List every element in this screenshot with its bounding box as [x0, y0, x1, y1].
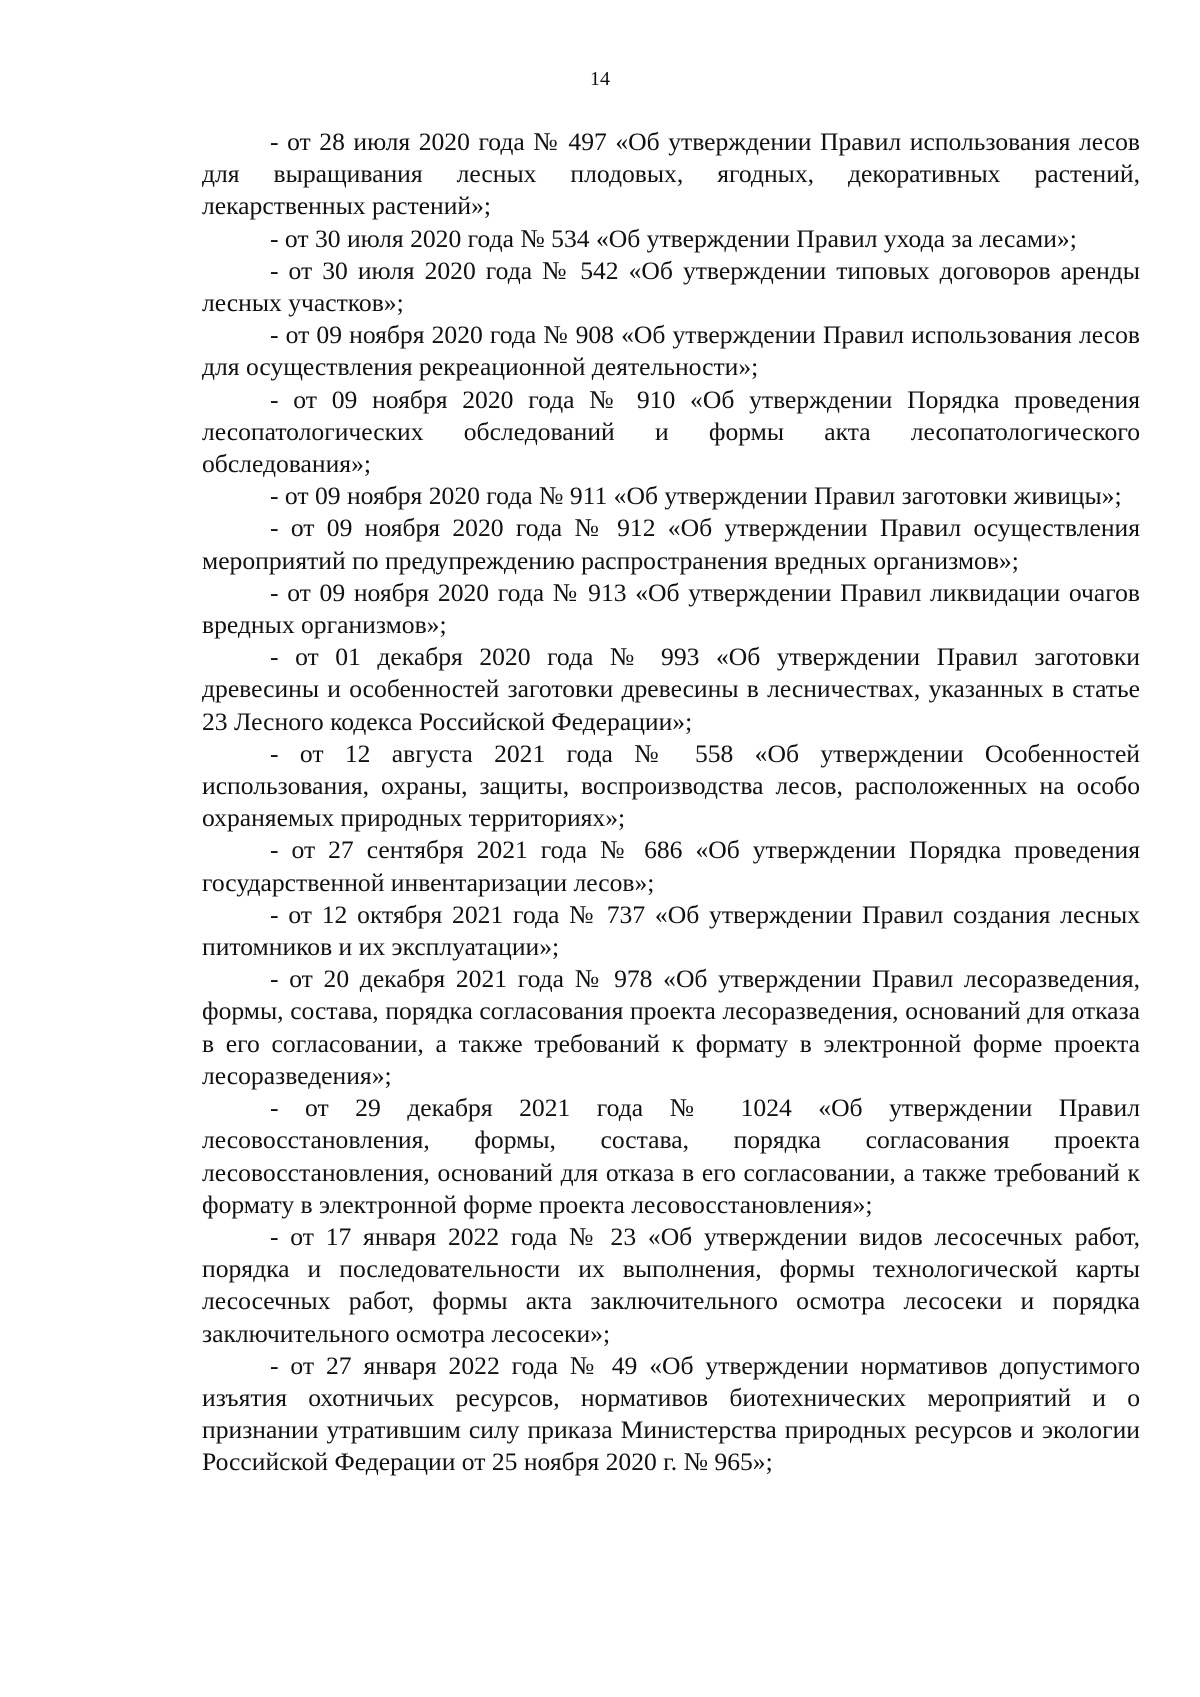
list-item: - от 28 июля 2020 года № 497 «Об утверждении Правил использования лесов для выращивания лесных плодовых, ягодных, декоративных растений, лекарственных растений»; [202, 127, 1140, 221]
list-item: - от 12 октября 2021 года № 737 «Об утверждении Правил создания лесных питомников и их эксплуатации»; [202, 899, 1140, 962]
list-item: - от 29 декабря 2021 года № 1024 «Об утверждении Правил лесовосстановления, формы, состава, порядка согласования проекта лесовосстановления, оснований для отказа в его согласовании, а также требований к формату в электронной форме проекта лесовосстановления»; [202, 1093, 1140, 1219]
list-item: - от 09 ноября 2020 года № 910 «Об утверждении Порядка проведения лесопатологических обследований и формы акта лесопатологического обследования»; [202, 384, 1140, 479]
list-item: - от 01 декабря 2020 года № 993 «Об утверждении Правил заготовки древесины и особенностей заготовки древесины в лесничествах, указанных в статье 23 Лесного кодекса Российской Федерации»; [202, 642, 1140, 736]
list-item: - от 12 августа 2021 года № 558 «Об утверждении Особенностей использования, охраны, защиты, воспроизводства лесов, расположенных на особо охраняемых природных территориях»; [202, 738, 1140, 833]
list-item: - от 30 июля 2020 года № 542 «Об утверждении типовых договоров аренды лесных участков»; [202, 255, 1140, 318]
list-item: - от 30 июля 2020 года № 534 «Об утверждении Правил ухода за лесами»; [270, 223, 1077, 253]
page-number: 14 [590, 68, 610, 90]
list-item: - от 09 ноября 2020 года № 908 «Об утверждении Правил использования лесов для осуществления рекреационной деятельности»; [202, 320, 1140, 382]
list-item: - от 27 января 2022 года № 49 «Об утверждении нормативов допустимого изъятия охотничьих ресурсов, нормативов биотехнических мероприятий и о признании утратившим силу приказа Министерства природных ресурсов и экологии Российской Федерации от 25 ноября 2020 г. № 965»; [202, 1350, 1140, 1477]
list-item: - от 09 ноября 2020 года № 911 «Об утверждении Правил заготовки живицы»; [270, 481, 1122, 511]
list-item: - от 09 ноября 2020 года № 912 «Об утверждении Правил осуществления мероприятий по предупреждению распространения вредных организмов»; [202, 513, 1140, 575]
list-item: - от 27 сентября 2021 года № 686 «Об утверждении Порядка проведения государственной инвентаризации лесов»; [202, 835, 1140, 897]
list-item: - от 20 декабря 2021 года № 978 «Об утверждении Правил лесоразведения, формы, состава, порядка согласования проекта лесоразведения, оснований для отказа в его согласовании, а также требований к формату в электронной форме проекта лесоразведения»; [202, 964, 1140, 1090]
list-item: - от 17 января 2022 года № 23 «Об утверждении видов лесосечных работ, порядка и последовательности их выполнения, формы технологической карты лесосечных работ, формы акта заключительного осмотра лесосеки и порядка заключительного осмотра лесосеки»; [202, 1221, 1140, 1348]
document-body [202, 126, 1140, 1479]
list-item: - от 09 ноября 2020 года № 913 «Об утверждении Правил ликвидации очагов вредных организмов»; [202, 577, 1140, 640]
